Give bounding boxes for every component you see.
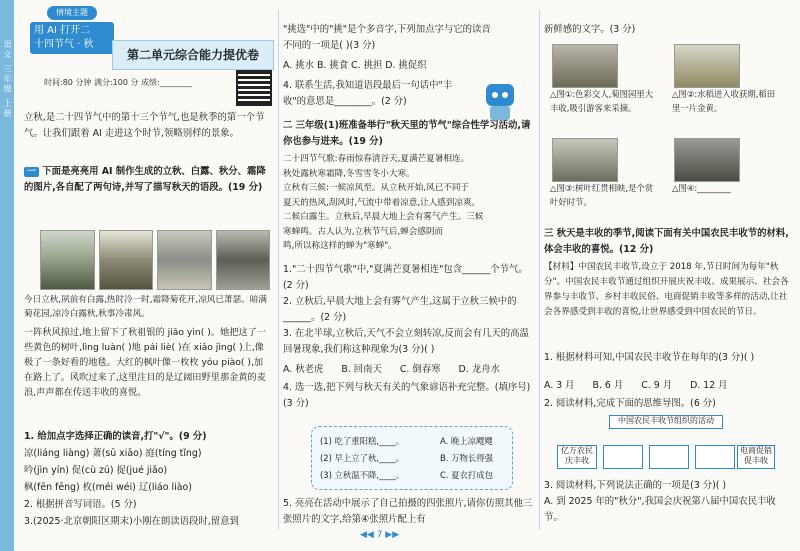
match-right-item: C. 夏衣打成包 bbox=[440, 470, 494, 480]
page-title: 第二单元综合能力提优卷 bbox=[112, 40, 274, 70]
column-divider bbox=[278, 10, 279, 530]
match-left bbox=[320, 433, 404, 484]
section-3-title: 三 秋天是丰收的季节,阅读下面有关中国农民丰收节的材料,体会丰收的喜悦。(12 分) bbox=[544, 228, 789, 255]
q3-2: 2. 阅读材料,完成下面的思维导图。(6 分) bbox=[544, 398, 716, 409]
page-number: ◀◀ 7 ▶▶ bbox=[360, 530, 400, 540]
q3-label: 3.(2025·北京朝阳区期末)小刚在朗读语段时,留意到 bbox=[24, 516, 239, 527]
qr-code[interactable] bbox=[236, 70, 272, 106]
q1-label: 1. 给加点字选择正确的读音,打"√"。(9 分) bbox=[24, 431, 207, 442]
spine-label: 语文 三年级 上册 bbox=[3, 40, 12, 120]
q3-continued-2: 不同的一项是( )(3 分) bbox=[283, 40, 376, 51]
mind-map-blank-1[interactable] bbox=[603, 445, 643, 469]
match-right bbox=[440, 433, 493, 484]
robot-mascot-icon bbox=[478, 80, 522, 124]
theme-badge bbox=[30, 6, 114, 72]
photo-2 bbox=[99, 230, 154, 290]
mind-map-root: 中国农民丰收节组织的活动 bbox=[609, 415, 723, 429]
section-1-passage: 一阵秋风掠过,地上留下了秋祖银的 jiǎo yìn( )。她把这了一些黄色的树叶,lìng luàn( )地 pái liè( )在 xiǎo jìng( )上,像极了一条好看的地毯。大红的枫叶像一枚枚 yóu piào( ),加在路上了。风吹过来了,这里注目的是辽阔田野里那金黄的麦浪,声声都在传送丰收的喜悦。 bbox=[24, 327, 266, 398]
match-left-item: (1) 吃了重阳糕,____。 bbox=[320, 436, 405, 446]
poem-line: 立秋有三候:一候凉风至。从立秋开始,风已不同于 bbox=[283, 183, 470, 193]
material-text: 【材料】中国农民丰收节,设立于 2018 年,节日时间为每年"秋分"。中国农民丰收节通过组织开展庆祝丰收、成果展示、社会各界参与丰收节、乡村丰收民俗、电商促销丰收等多样的活动,让社会各界感受到丰收的喜悦,让世界感受到中国农民的节日。 bbox=[544, 262, 789, 317]
exam-meta: 时间:80 分钟 满分:100 分 成绩:________ bbox=[44, 78, 192, 87]
photo-4 bbox=[674, 138, 740, 182]
poem-line: 寒蝉鸣。古人认为,立秋节气后,蝉会感阴而 bbox=[283, 226, 444, 237]
mind-map-blank-2[interactable] bbox=[649, 445, 689, 469]
q2-3: 3. 在北半球,立秋后,天气不会立刻转凉,反而会有几天的高温回暑现象,我们称这种现象为(3 分)( ) bbox=[283, 328, 529, 355]
q1-row-1: 凉(liáng liàng) 萧(sū xiāo) 庭(tíng tǐng) bbox=[24, 448, 202, 459]
poem-line: 秋处露秋寒霜降,冬雪雪冬小大寒。 bbox=[283, 168, 415, 179]
caption-3: △图③:树叶红贯相映,是个赏叶好时节。 bbox=[550, 183, 654, 207]
photo-1 bbox=[40, 230, 95, 290]
proverb-match-box bbox=[311, 426, 513, 490]
option-b[interactable]: B. 6 月 bbox=[592, 380, 624, 391]
column-divider bbox=[539, 10, 540, 530]
season-photos bbox=[40, 230, 270, 290]
q2-5-continued: 新鲜感的文字。(3 分) bbox=[544, 24, 636, 35]
match-left-item: (2) 早上立了秋,____。 bbox=[320, 453, 405, 463]
q2-4: 4. 选一选,把下列与秋天有关的气象谚语补充完整。(填序号)(3 分) bbox=[283, 382, 531, 409]
photo-3 bbox=[552, 138, 618, 182]
match-right-item: B. 万物长得强 bbox=[440, 453, 493, 463]
badge-line-2: 十四节气 · 秋 bbox=[34, 39, 94, 50]
q4-line-1: 4. 联系生活,我知道语段最后一句话中"丰 bbox=[283, 80, 453, 91]
q3-1-options bbox=[544, 378, 789, 394]
q2-label: 2. 根据拼音写词语。(5 分) bbox=[24, 499, 137, 510]
photo-1 bbox=[552, 44, 618, 88]
option-a[interactable]: A. 3 月 bbox=[544, 380, 575, 391]
caption-2: △图②:水稻进入收获期,稻田里一片金黄。 bbox=[672, 89, 776, 113]
mind-map-blank-3[interactable] bbox=[695, 445, 735, 469]
q3-continued-1: "挑选"中的"挑"是个多音字,下列加点字与它的读音 bbox=[283, 24, 491, 35]
option-b[interactable]: B. 回南天 bbox=[341, 364, 382, 375]
q2-2: 2. 立秋后,早晨大地上会有雾气产生,这属于立秋三候中的______。(2 分) bbox=[283, 296, 517, 323]
q1-row-2: 吟(jìn yín) 促(cù zú) 捉(jué jiǎo) bbox=[24, 465, 168, 476]
q3-3: 3. 阅读材料,下列说法正确的一项是(3 分)( ) bbox=[544, 480, 727, 491]
caption-1: △图①:色彩交人,菊图园里大丰收,吸引游客来采摘。 bbox=[550, 89, 654, 113]
option-d[interactable]: D. 龙舟水 bbox=[458, 364, 500, 375]
q2-5: 5. 亮亮在活动中展示了自己拍摄的四张照片,请你仿照其他三张照片的文字,给第④张照片配上有 bbox=[283, 498, 533, 525]
badge-tag: 情境主题 bbox=[47, 6, 97, 20]
mind-map-node-5: 电商促销促丰收 bbox=[737, 445, 775, 469]
mind-map-node-1: 亿万农民庆丰收 bbox=[557, 445, 597, 469]
option-c[interactable]: C. 9 月 bbox=[641, 380, 673, 391]
poem-line: 二候白露生。立秋后,早晨大地上会有雾气产生。三候 bbox=[283, 212, 484, 222]
match-right-item: A. 晚上凉飕飕 bbox=[440, 436, 493, 446]
book-spine bbox=[0, 0, 14, 551]
poem-line: 夏天的热风,刮风时,气流中带着凉意,让人感到凉爽。 bbox=[283, 197, 481, 208]
poem-block bbox=[283, 152, 533, 254]
option-c[interactable]: C. 倒春寒 bbox=[399, 364, 441, 375]
photo-captions: 今日立秋,夙前有白露,热时冷一时,霜降菊花开,凉风已萧瑟。暗满菊花园,凉冷白露秋,秋事冷肃风。 bbox=[24, 295, 267, 319]
mind-map bbox=[557, 415, 773, 475]
caption-4[interactable]: △图④:________ bbox=[672, 183, 731, 193]
q1-row-3: 枫(fēn fēng) 枚(méi wéi) 辽(liáo liào) bbox=[24, 482, 192, 493]
option-d[interactable]: D. 12 月 bbox=[690, 380, 728, 391]
match-left-item: (3) 立秋温不降,____。 bbox=[320, 470, 405, 480]
q3-3-option-a[interactable]: A. 到 2025 年的"秋分",我国会庆祝第八届中国农民丰收节。 bbox=[544, 496, 776, 523]
option-a[interactable]: A. 秋老虎 bbox=[283, 364, 324, 375]
photo-3 bbox=[157, 230, 212, 290]
q2-1: 1."二十四节气歌"中,"夏满芒夏暑相连"包含______个节气。(2 分) bbox=[283, 264, 528, 291]
badge-line-1: 用 AI 打开二 bbox=[34, 25, 91, 36]
badge-text bbox=[30, 22, 114, 54]
section-2-title: 二 三年级(1)班准备举行"秋天里的节气"综合性学习活动,请你也参与进来。(19 分) bbox=[283, 120, 531, 147]
section-1-text: 下面是亮亮用 AI 制作生成的立秋、白露、秋分、霜降的图片,各自配了两句诗,并写了描写秋天的语段。(19 分) bbox=[24, 166, 266, 193]
poem-line: 二十四节气歌:春雨惊春清谷天,夏满芒夏暑相连。 bbox=[283, 154, 470, 164]
photo-4 bbox=[216, 230, 271, 290]
section-1-number: 一 bbox=[24, 167, 39, 177]
q2-3-options bbox=[283, 362, 533, 378]
q3-1: 1. 根据材料可知,中国农民丰收节在每年的(3 分)( ) bbox=[544, 352, 755, 363]
q3-options: A. 挑水 B. 挑食 C. 挑担 D. 挑促织 bbox=[283, 60, 427, 71]
photo-2 bbox=[674, 44, 740, 88]
q4-line-2: 收"的意思是________。(2 分) bbox=[283, 96, 407, 107]
intro-paragraph: 立秋,是二十四节气中的第十三个节气,也是秋季的第一个节气。让我们跟着 AI 走进这个时节,领略别样的景象。 bbox=[24, 112, 265, 139]
section-1-title bbox=[24, 164, 269, 195]
poem-line: 鸣,所以称这样的蝉为"寒蝉"。 bbox=[283, 241, 397, 251]
